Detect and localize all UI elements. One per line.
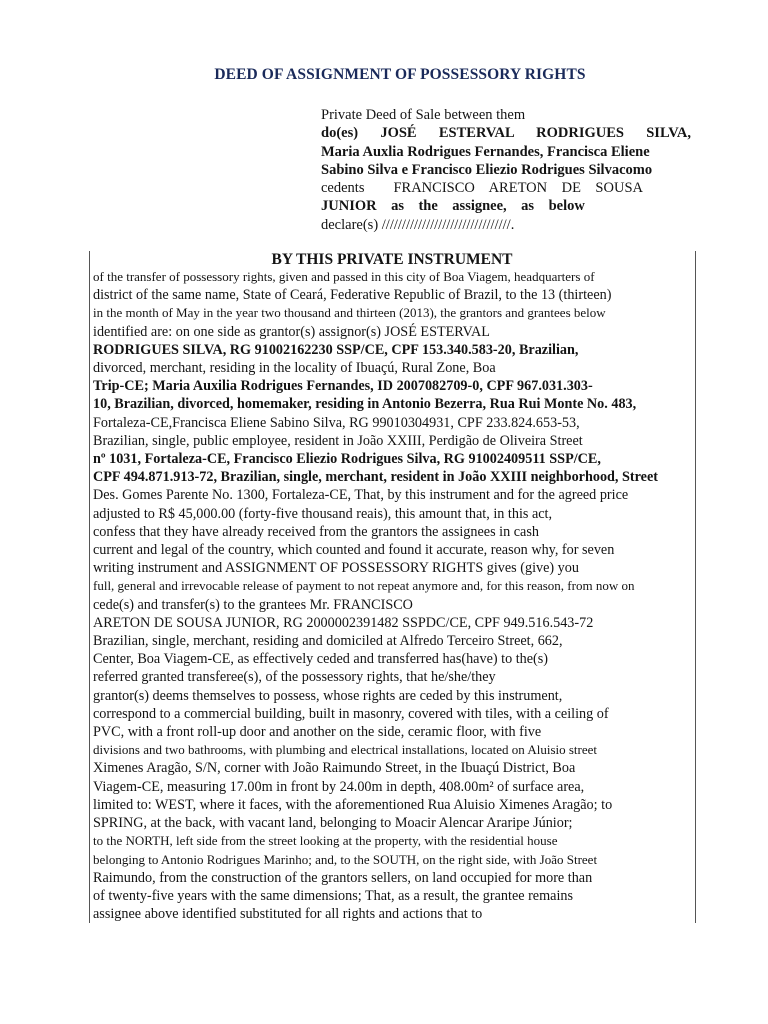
preamble-line: Private Deed of Sale between them xyxy=(321,107,526,123)
preamble-line: cedents FRANCISCO ARETON DE SOUSA xyxy=(321,180,643,197)
body-line: cede(s) and transfer(s) to the grantees Mr. FRANCISCO xyxy=(93,596,413,613)
body-line: Ximenes Aragão, S/N, corner with João Raimundo Street, in the Ibuaçú District, Boa xyxy=(93,760,576,777)
body-line: correspond to a commercial building, built in masonry, covered with tiles, with a ceiling of xyxy=(93,705,609,722)
body-line: divorced, merchant, residing in the locality of Ibuaçú, Rural Zone, Boa xyxy=(93,360,496,377)
body-line: grantor(s) deems themselves to possess, whose rights are ceded by this instrument, xyxy=(93,687,563,704)
body-line: identified are: on one side as grantor(s) assignor(s) JOSÉ ESTERVAL xyxy=(93,323,490,340)
body-line: Des. Gomes Parente No. 1300, Fortaleza-CE, That, by this instrument and for the agreed price xyxy=(93,487,629,504)
body-line: confess that they have already received from the grantors the assignees in cash xyxy=(93,523,539,540)
body-line: of the transfer of possessory rights, given and passed in this city of Boa Viagem, headquarters of xyxy=(93,269,595,284)
body-line: 10, Brazilian, divorced, homemaker, residing in Antonio Bezerra, Rua Rui Monte No. 483, xyxy=(93,396,637,413)
preamble-line: Maria Auxlia Rodrigues Fernandes, Francisca Eliene xyxy=(321,143,650,160)
preamble-line: JUNIOR as the assignee, as below xyxy=(321,198,585,215)
body-text xyxy=(93,268,711,923)
body-line: of twenty-five years with the same dimensions; That, as a result, the grantee remains xyxy=(93,887,573,904)
body-line: to the NORTH, left side from the street looking at the property, with the residential house xyxy=(93,833,558,849)
preamble-line: declare(s) ////////////////////////////////. xyxy=(321,216,515,233)
body-line: ARETON DE SOUSA JUNIOR, RG 2000002391482 SSPDC/CE, CPF 949.516.543-72 xyxy=(93,614,594,631)
body-line: nº 1031, Fortaleza-CE, Francisco Eliezio Rodrigues Silva, RG 91002409511 SSP/CE, xyxy=(93,451,601,468)
body-line: limited to: WEST, where it faces, with the aforementioned Rua Aluisio Ximenes Aragão; to xyxy=(93,796,613,813)
body-line: current and legal of the country, which counted and found it accurate, reason why, for seven xyxy=(93,542,615,559)
body-line: Brazilian, single, public employee, resident in João XXIII, Perdigão de Oliveira Street xyxy=(93,432,583,449)
body-line: SPRING, at the back, with vacant land, belonging to Moacir Alencar Araripe Júnior; xyxy=(93,815,573,832)
body-line: Viagem-CE, measuring 17.00m in front by 24.00m in depth, 408.00m² of surface area, xyxy=(93,778,585,795)
section-heading: BY THIS PRIVATE INSTRUMENT xyxy=(271,251,513,268)
body-line: writing instrument and ASSIGNMENT OF POSSESSORY RIGHTS gives (give) you xyxy=(93,560,579,577)
body-line: Trip-CE; Maria Auxilia Rodrigues Fernandes, ID 2007082709-0, CPF 967.031.303- xyxy=(93,378,593,395)
body-line: adjusted to R$ 45,000.00 (forty-five thousand reais), this amount that, in this act, xyxy=(93,505,553,522)
body-line: PVC, with a front roll-up door and another on the side, ceramic floor, with five xyxy=(93,724,542,741)
body-line: divisions and two bathrooms, with plumbing and electrical installations, located on Aluisio street xyxy=(93,742,598,758)
body-line: RODRIGUES SILVA, RG 91002162230 SSP/CE, CPF 153.340.583-20, Brazilian, xyxy=(93,341,579,358)
body-line: Fortaleza-CE,Francisca Eliene Sabino Silva, RG 99010304931, CPF 233.824.653-53, xyxy=(93,414,580,431)
body-line: Brazilian, single, merchant, residing and domiciled at Alfredo Terceiro Street, 662, xyxy=(93,633,563,650)
body-line: assignee above identified substituted for all rights and actions that to xyxy=(93,906,483,923)
body-line: Raimundo, from the construction of the grantors sellers, on land occupied for more than xyxy=(93,869,593,886)
body-line: belonging to Antonio Rodrigues Marinho; and, to the SOUTH, on the right side, with João Street xyxy=(93,851,598,867)
preamble-line: Sabino Silva e Francisco Eliezio Rodrigues Silvacomo xyxy=(321,161,653,178)
body-line: referred granted transferee(s), of the possessory rights, that he/she/they xyxy=(93,669,496,686)
preamble-line: do(es) JOSÉ ESTERVAL RODRIGUES SILVA, xyxy=(321,125,691,142)
preamble xyxy=(321,106,691,234)
left-margin-rule xyxy=(89,251,90,923)
body-line: in the month of May in the year two thousand and thirteen (2013), the grantors and grantees below xyxy=(93,305,606,321)
body-line: district of the same name, State of Ceará, Federative Republic of Brazil, to the 13 (thirteen) xyxy=(93,287,612,304)
body-line: Center, Boa Viagem-CE, as effectively ceded and transferred has(have) to the(s) xyxy=(93,651,549,668)
body-line: full, general and irrevocable release of payment to not repeat anymore and, for this reason, from now on xyxy=(93,578,635,594)
body-line: CPF 494.871.913-72, Brazilian, single, merchant, resident in João XXIII neighborhood, Street xyxy=(93,469,659,486)
document-title: DEED OF ASSIGNMENT OF POSSESSORY RIGHTS xyxy=(214,66,586,83)
